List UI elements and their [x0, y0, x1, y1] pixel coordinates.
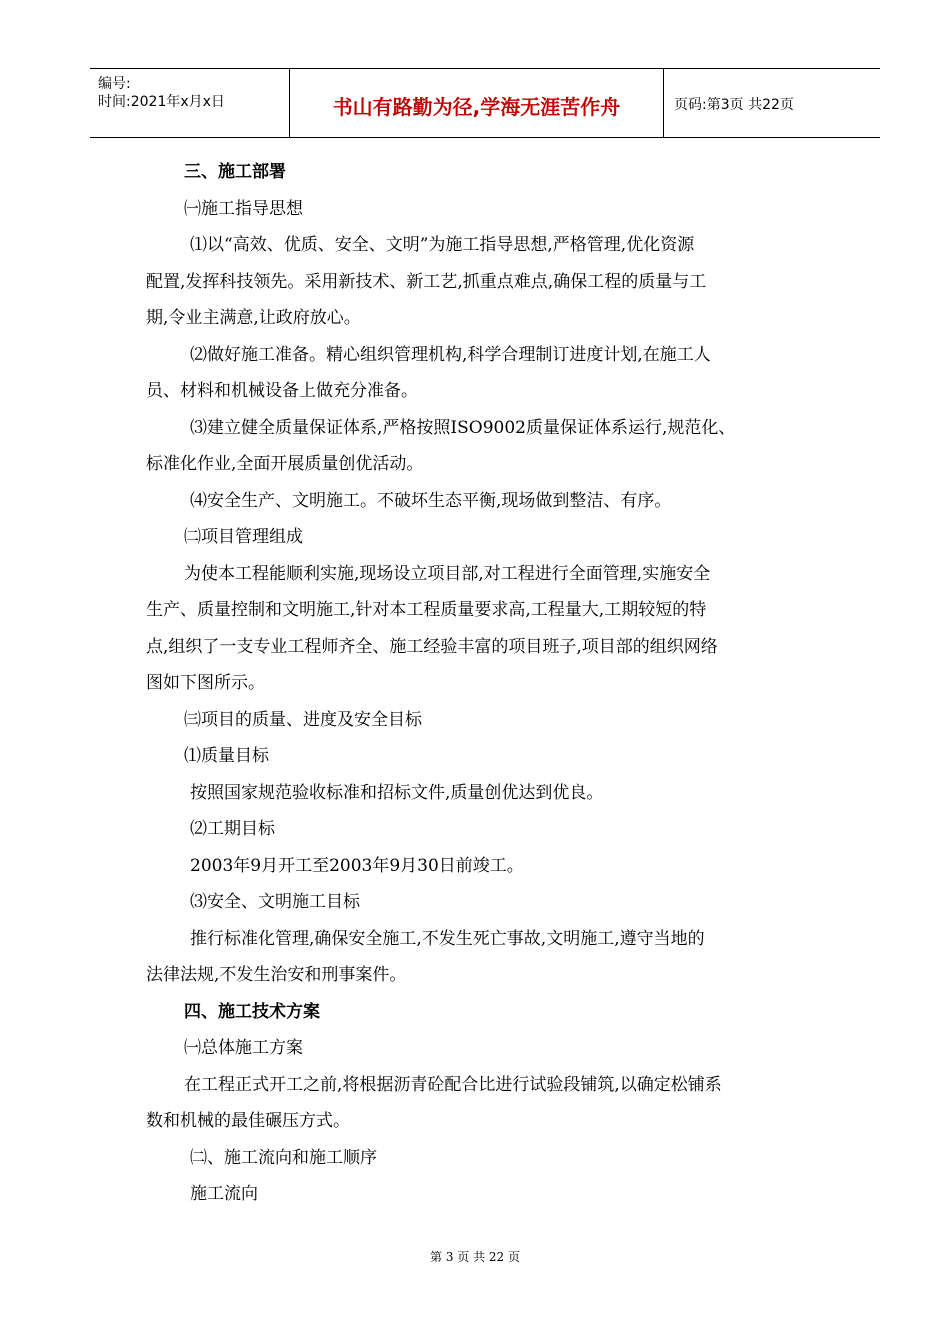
goal-heading: ⑶安全、文明施工目标 [190, 892, 360, 912]
subsection-heading: ㈡、施工流向和施工顺序 [190, 1147, 377, 1168]
paragraph-line: 法律法规,不发生治安和刑事案件。 [146, 965, 407, 985]
paragraph-line: ⑵做好施工准备。精心组织管理机构,科学合理制订进度计划,在施工人 [190, 344, 711, 365]
paragraph-line: 图如下图所示。 [146, 673, 265, 693]
document-body [146, 154, 836, 1213]
paragraph-line: 数和机械的最佳碾压方式。 [146, 1111, 350, 1131]
paragraph-line: 标准化作业,全面开展质量创优活动。 [146, 454, 424, 474]
header-info-cell [90, 69, 290, 137]
time-label: 时间:2021年x月x日 [98, 94, 225, 110]
subsection-heading: ㈢项目的质量、进度及安全目标 [184, 709, 422, 730]
paragraph-line: ⑶建立健全质量保证体系,严格按照ISO9002质量保证体系运行,规范化、 [190, 417, 736, 438]
section-heading: 四、施工技术方案 [184, 1001, 320, 1022]
subsection-heading: ㈡项目管理组成 [184, 527, 303, 547]
paragraph-line: ⑷安全生产、文明施工。不破坏生态平衡,现场做到整洁、有序。 [190, 490, 672, 511]
paragraph-line: 在工程正式开工之前,将根据沥青砼配合比进行试验段铺筑,以确定松铺系 [184, 1074, 722, 1095]
header-page-cell [664, 69, 880, 137]
page-number-label: 页码:第3页 共22页 [674, 97, 794, 113]
paragraph-line: 生产、质量控制和文明施工,针对本工程质量要求高,工程量大,工期较短的特 [146, 600, 707, 620]
paragraph-line: 员、材料和机械设备上做充分准备。 [146, 381, 418, 401]
number-label: 编号: [98, 76, 131, 92]
paragraph-line: 配置,发挥科技领先。采用新技术、新工艺,抓重点难点,确保工程的质量与工 [146, 271, 707, 292]
paragraph-line: 推行标准化管理,确保安全施工,不发生死亡事故,文明施工,遵守当地的 [190, 928, 705, 949]
paragraph-line: 按照国家规范验收标准和招标文件,质量创优达到优良。 [190, 782, 604, 803]
section-heading: 三、施工部署 [184, 162, 286, 182]
paragraph-line: 为使本工程能顺利实施,现场设立项目部,对工程进行全面管理,实施安全 [184, 563, 711, 584]
page-footer: 第 3 页 共 22 页 [430, 1250, 520, 1264]
header-motto-cell [290, 69, 664, 137]
subsection-heading: ㈠施工指导思想 [184, 198, 303, 219]
goal-heading: ⑴质量目标 [184, 746, 269, 766]
paragraph-line: 施工流向 [190, 1184, 258, 1204]
motto-text: 书山有路勤为径,学海无涯苦作舟 [332, 95, 621, 119]
goal-heading: ⑵工期目标 [190, 819, 275, 839]
subsection-heading: ㈠总体施工方案 [184, 1038, 303, 1058]
paragraph-line: 点,组织了一支专业工程师齐全、施工经验丰富的项目班子,项目部的组织网络 [146, 636, 718, 657]
paragraph-line: ⑴以“高效、优质、安全、文明”为施工指导思想,严格管理,优化资源 [190, 235, 695, 255]
page-header [90, 68, 880, 138]
paragraph-line: 2003年9月开工至2003年9月30日前竣工。 [190, 855, 524, 876]
paragraph-line: 期,令业主满意,让政府放心。 [146, 308, 361, 328]
